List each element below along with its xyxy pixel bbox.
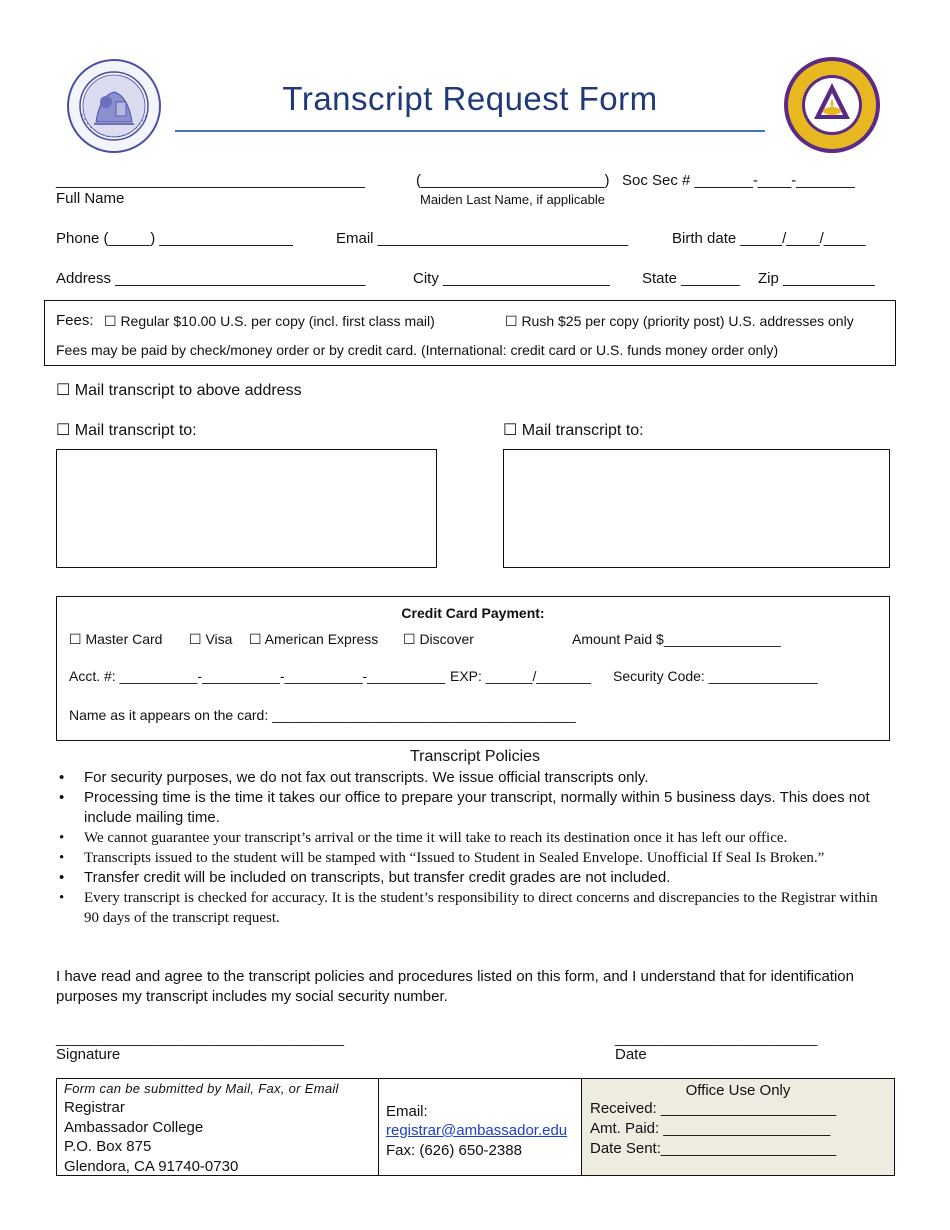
discover-checkbox[interactable]: ☐ Discover xyxy=(403,631,474,647)
mail-address-box-right[interactable] xyxy=(503,449,890,568)
email-field[interactable]: Email ______________________________ xyxy=(336,230,628,247)
address-line: Glendora, CA 91740-0730 xyxy=(64,1158,239,1175)
ssn-field[interactable]: Soc Sec # _______-____-_______ xyxy=(622,172,855,189)
date-sent-field: Date Sent:_____________________ xyxy=(590,1140,837,1157)
title-underline xyxy=(175,130,765,132)
address-line: Ambassador College xyxy=(64,1119,204,1136)
amount-paid-office-field: Amt. Paid: ____________________ xyxy=(590,1120,831,1137)
rush-fee-checkbox[interactable]: ☐ Rush $25 per copy (priority post) U.S. addresses only xyxy=(505,313,854,329)
regular-fee-checkbox[interactable]: ☐ Regular $10.00 U.S. per copy (incl. first class mail) xyxy=(104,313,435,329)
maiden-name-label: Maiden Last Name, if applicable xyxy=(420,192,605,207)
signature-line[interactable]: _____________________________________ xyxy=(56,1030,345,1046)
american-express-checkbox[interactable]: ☐ American Express xyxy=(249,631,379,647)
policy-item: • Transfer credit will be included on transcripts, but transfer credit grades are not included. xyxy=(56,868,896,888)
account-number-field[interactable]: Acct. #: __________-__________-__________-__________ xyxy=(69,668,446,684)
master-card-checkbox[interactable]: ☐ Master Card xyxy=(69,631,163,647)
received-field: Received: _____________________ xyxy=(590,1100,837,1117)
full-name-line[interactable]: _____________________________________ xyxy=(56,172,365,189)
policy-item: • Processing time is the time it takes our office to prepare your transcript, normally within 5 business days. This does not include mailing time. xyxy=(56,788,896,828)
mail-to-right-checkbox[interactable]: ☐ Mail transcript to: xyxy=(503,422,644,439)
policies-heading: Transcript Policies xyxy=(409,748,541,765)
phone-field[interactable]: Phone (_____) ________________ xyxy=(56,230,293,247)
policies-list xyxy=(56,768,896,928)
full-name-label: Full Name xyxy=(56,190,125,207)
credit-card-heading: Credit Card Payment: xyxy=(401,605,545,621)
ambassador-university-seal-icon xyxy=(782,55,882,155)
mail-to-left-checkbox[interactable]: ☐ Mail transcript to: xyxy=(56,422,197,439)
state-field[interactable]: State _______ xyxy=(642,270,740,287)
address-line: Registrar xyxy=(64,1099,125,1116)
mail-address-box-left[interactable] xyxy=(56,449,437,568)
zip-field[interactable]: Zip ___________ xyxy=(758,270,875,287)
email-label: Email: xyxy=(386,1103,428,1120)
policy-item: • For security purposes, we do not fax out transcripts. We issue official transcripts only. xyxy=(56,768,896,788)
security-code-field[interactable]: Security Code: ______________ xyxy=(613,668,818,684)
maiden-name-line[interactable]: (______________________) xyxy=(416,172,610,189)
address-line: P.O. Box 875 xyxy=(64,1138,152,1155)
fees-payment-note: Fees may be paid by check/money order or by credit card. (International: credit card or U.S. funds money order only) xyxy=(56,342,779,358)
form-title: Transcript Request Form xyxy=(282,80,658,117)
agreement-text: I have read and agree to the transcript policies and procedures listed on this form, and I understand that for identification purposes my transcript includes my social security number. xyxy=(56,968,854,1005)
fax-number: Fax: (626) 650-2388 xyxy=(386,1142,522,1159)
visa-checkbox[interactable]: ☐ Visa xyxy=(189,631,233,647)
policy-item: • Transcripts issued to the student will be stamped with “Issued to Student in Sealed Envelope. Unofficial If Seal Is Broken.” xyxy=(56,848,896,868)
date-label: Date xyxy=(615,1046,647,1063)
fees-label: Fees: xyxy=(56,312,94,329)
city-field[interactable]: City ____________________ xyxy=(413,270,610,287)
ambassador-college-seal-icon xyxy=(66,58,162,154)
signature-label: Signature xyxy=(56,1046,121,1063)
policy-item: • Every transcript is checked for accuracy. It is the student’s responsibility to direct concerns and discrepancies to the Registrar within 90 days of the transcript request. xyxy=(56,888,896,928)
mail-to-above-checkbox[interactable]: ☐ Mail transcript to above address xyxy=(56,382,302,399)
address-field[interactable]: Address ______________________________ xyxy=(56,270,366,287)
email-link[interactable]: registrar@ambassador.edu xyxy=(386,1122,568,1139)
expiration-field[interactable]: EXP: ______/_______ xyxy=(450,668,591,684)
name-on-card-field[interactable]: Name as it appears on the card: _______________________________________ xyxy=(69,707,576,723)
birth-date-field[interactable]: Birth date _____/____/_____ xyxy=(672,230,866,247)
date-line[interactable]: __________________________ xyxy=(615,1030,818,1046)
policy-item: • We cannot guarantee your transcript’s arrival or the time it will take to reach its destination once it has left our office. xyxy=(56,828,896,848)
office-use-title: Office Use Only xyxy=(685,1082,791,1099)
submission-note: Form can be submitted by Mail, Fax, or Email xyxy=(64,1081,339,1096)
amount-paid-field[interactable]: Amount Paid $_______________ xyxy=(572,631,781,647)
